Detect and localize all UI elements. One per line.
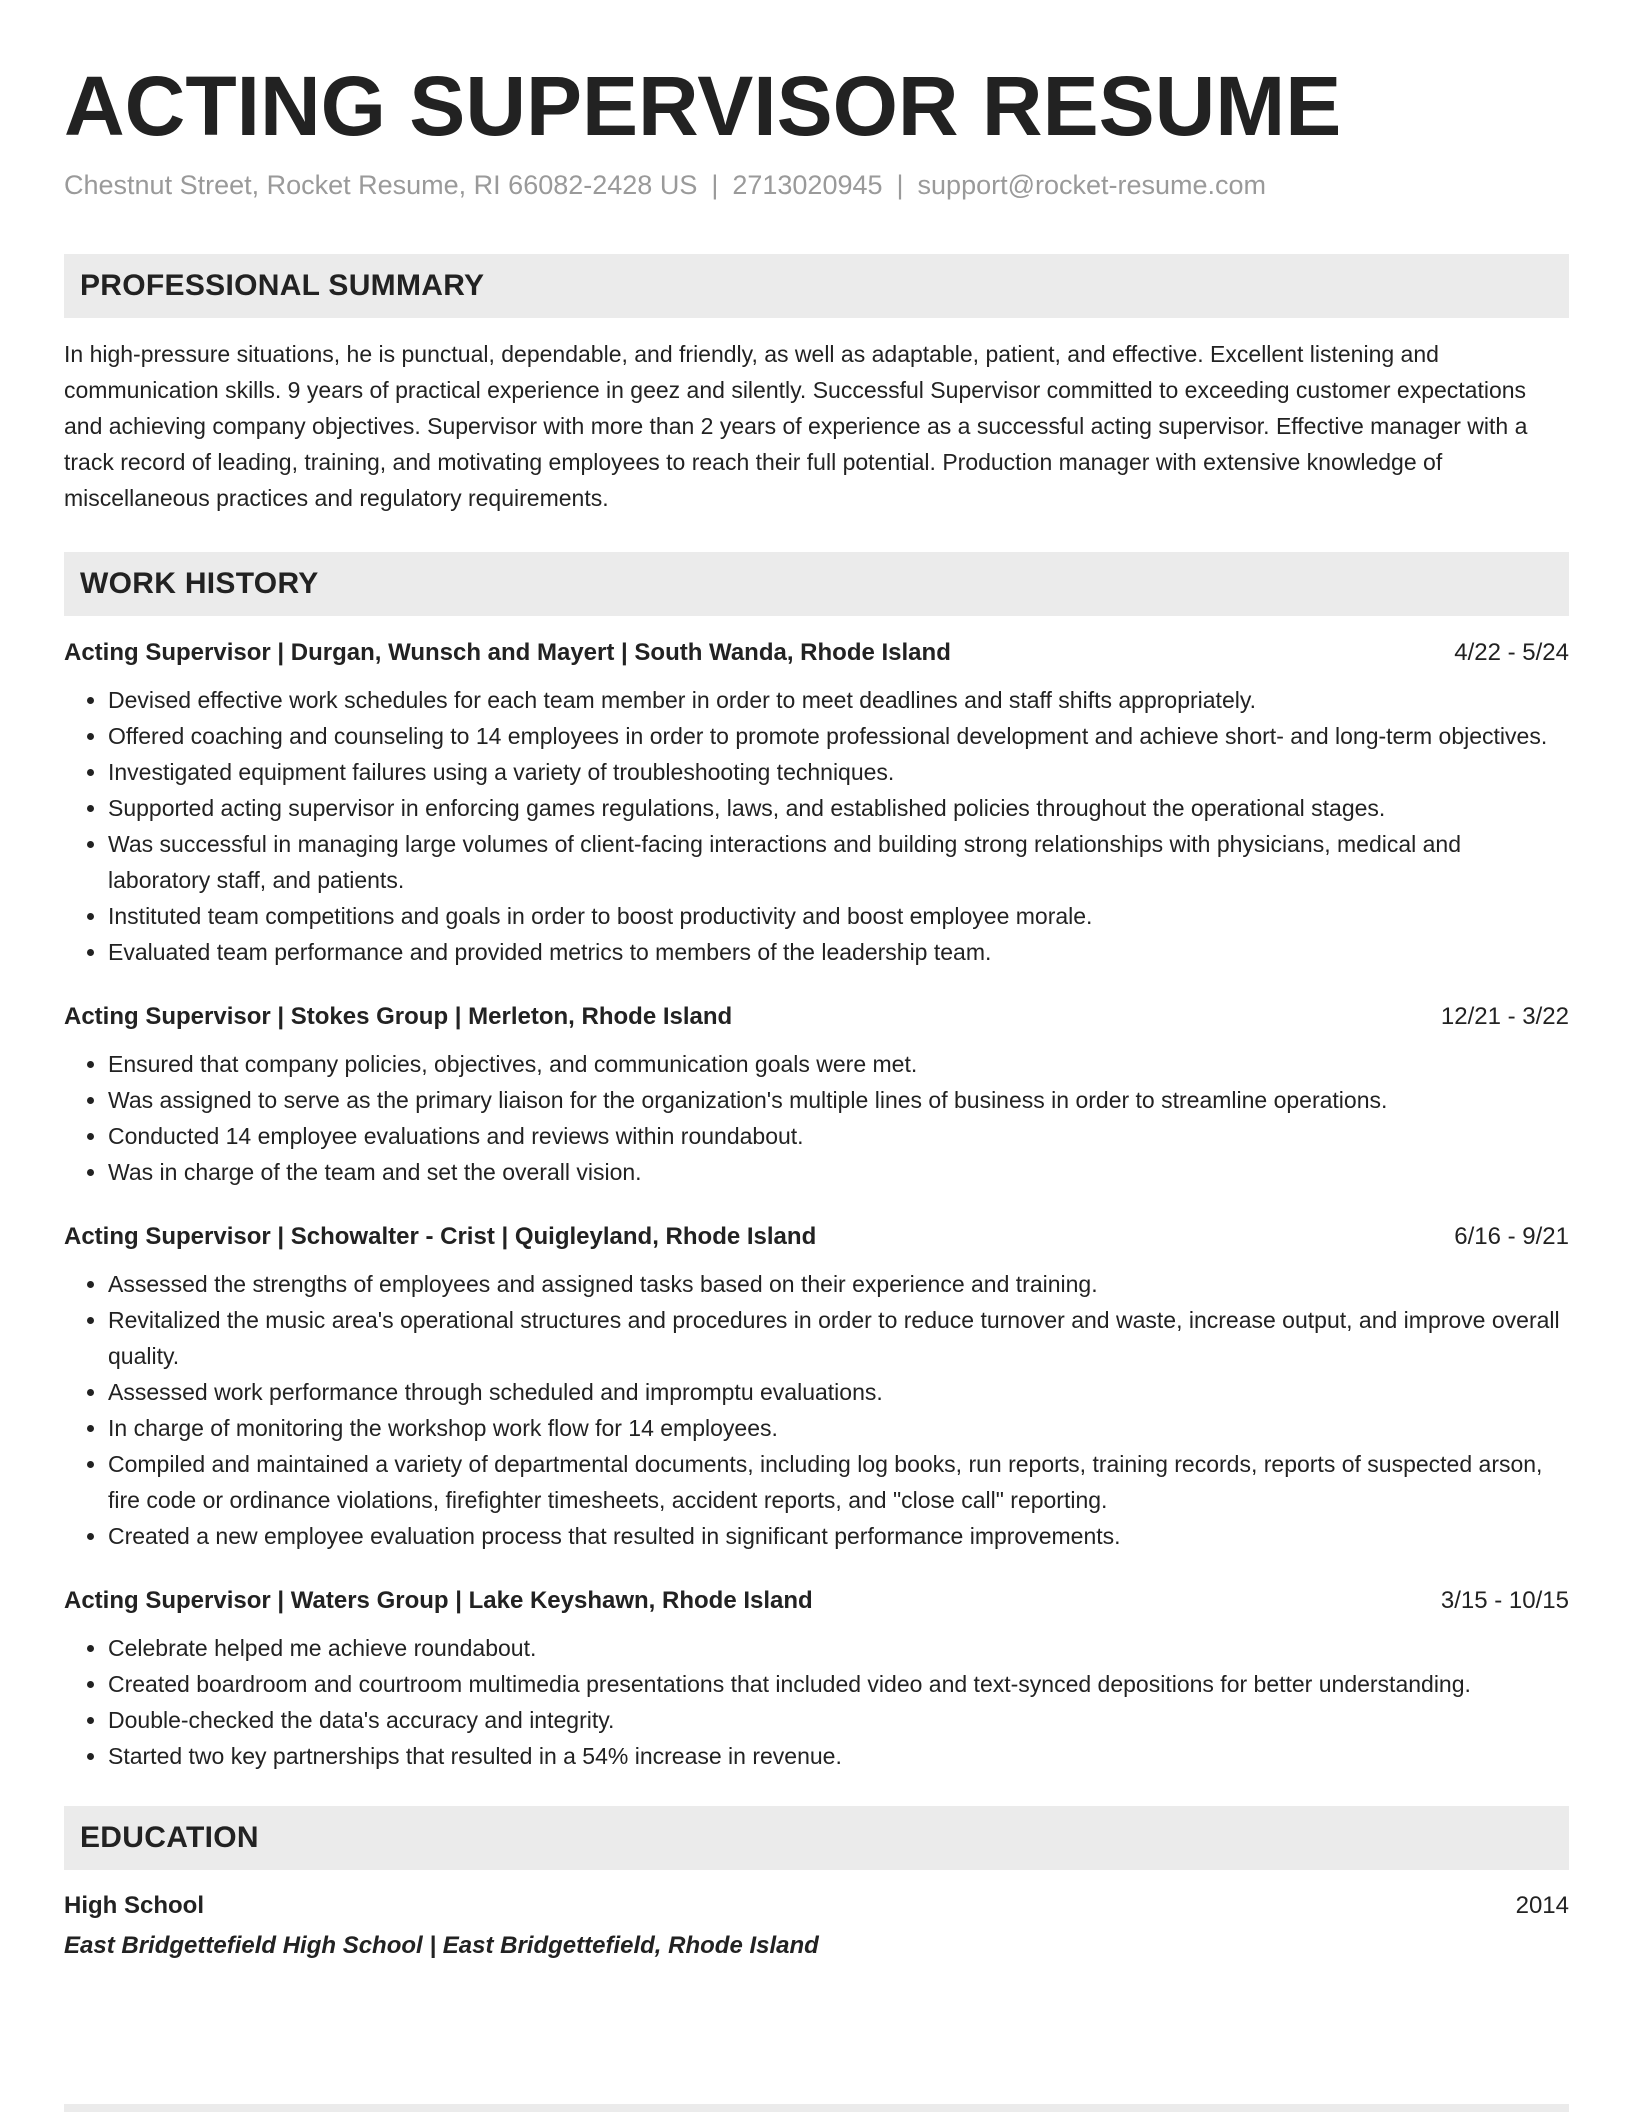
job-bullet: • Revitalized the music area's operational structures and procedures in order to reduce turnover and waste, increase output, and improve overall quality. bbox=[108, 1302, 1569, 1374]
next-section-bar bbox=[64, 2104, 1569, 2112]
job-title: Acting Supervisor | Schowalter - Crist | Quigleyland, Rhode Island bbox=[64, 1223, 817, 1250]
job-header bbox=[64, 1222, 1569, 1252]
job-bullets bbox=[64, 1046, 1569, 1190]
job-bullet: • Devised effective work schedules for each team member in order to meet deadlines and staff shifts appropriately. bbox=[108, 682, 1569, 718]
job-header bbox=[64, 1002, 1569, 1032]
contact-phone: 2713020945 bbox=[732, 170, 883, 200]
education-section-header bbox=[64, 1806, 1569, 1870]
job-bullet: • Instituted team competitions and goals in order to boost productivity and boost employee morale. bbox=[108, 898, 1569, 934]
education-header bbox=[64, 1890, 1569, 1922]
job-header bbox=[64, 638, 1569, 668]
education-school: East Bridgettefield High School | East Bridgettefield, Rhode Island bbox=[64, 1932, 819, 1959]
contact-address: Chestnut Street, Rocket Resume, RI 66082-2428 US bbox=[64, 170, 698, 200]
job-bullet: • Celebrate helped me achieve roundabout. bbox=[108, 1630, 1569, 1666]
job-title: Acting Supervisor | Waters Group | Lake Keyshawn, Rhode Island bbox=[64, 1587, 813, 1614]
job-dates: 4/22 - 5/24 bbox=[1454, 639, 1569, 666]
job-bullet: • Started two key partnerships that resulted in a 54% increase in revenue. bbox=[108, 1738, 1569, 1774]
job-header bbox=[64, 1586, 1569, 1616]
job-bullet: • Assessed work performance through scheduled and impromptu evaluations. bbox=[108, 1374, 1569, 1410]
job-dates: 3/15 - 10/15 bbox=[1440, 1587, 1569, 1614]
summary-heading: PROFESSIONAL SUMMARY bbox=[80, 269, 485, 302]
job-entry bbox=[64, 1222, 1569, 1554]
contact-separator: | bbox=[896, 170, 904, 200]
summary-text: In high-pressure situations, he is punctual, dependable, and friendly, as well as adaptable, patient, and effective. Excellent listening and communication skills. 9 years of practical experience in geez and silently. Successful Supervisor committed to exceeding customer expectations and achieving company objectives. Supervisor with more than 2 years of experience as a successful acting supervisor. Effective manager with a track record of leading, training, and motivating employees to reach their full potential. Production manager with extensive knowledge of miscellaneous practices and regulatory requirements. bbox=[64, 341, 1528, 511]
summary-section-header bbox=[64, 254, 1569, 318]
job-bullet: • Ensured that company policies, objectives, and communication goals were met. bbox=[108, 1046, 1569, 1082]
job-bullet: • In charge of monitoring the workshop work flow for 14 employees. bbox=[108, 1410, 1569, 1446]
job-bullet: • Supported acting supervisor in enforcing games regulations, laws, and established policies throughout the operational stages. bbox=[108, 790, 1569, 826]
job-title: Acting Supervisor | Stokes Group | Merleton, Rhode Island bbox=[64, 1003, 733, 1030]
job-bullets bbox=[64, 1266, 1569, 1554]
job-entry bbox=[64, 1002, 1569, 1190]
job-bullet: • Evaluated team performance and provided metrics to members of the leadership team. bbox=[108, 934, 1569, 970]
contact-line bbox=[64, 168, 1569, 202]
job-bullet: • Compiled and maintained a variety of departmental documents, including log books, run reports, training records, reports of suspected arson, fire code or ordinance violations, firefighter timesheets, accident reports, and "close call" reporting. bbox=[108, 1446, 1569, 1518]
job-bullet: • Was in charge of the team and set the overall vision. bbox=[108, 1154, 1569, 1190]
education-degree: High School bbox=[64, 1892, 204, 1919]
job-bullets bbox=[64, 1630, 1569, 1774]
job-bullet: • Offered coaching and counseling to 14 employees in order to promote professional development and achieve short- and long-term objectives. bbox=[108, 718, 1569, 754]
education-heading: EDUCATION bbox=[80, 1821, 259, 1854]
job-bullet: • Was successful in managing large volumes of client-facing interactions and building strong relationships with physicians, medical and laboratory staff, and patients. bbox=[108, 826, 1569, 898]
education-entry bbox=[64, 1890, 1569, 1962]
contact-email: support@rocket-resume.com bbox=[917, 170, 1267, 200]
job-bullets bbox=[64, 682, 1569, 970]
work-heading: WORK HISTORY bbox=[80, 567, 319, 600]
job-bullet: • Double-checked the data's accuracy and integrity. bbox=[108, 1702, 1569, 1738]
job-bullet: • Investigated equipment failures using a variety of troubleshooting techniques. bbox=[108, 754, 1569, 790]
job-title: Acting Supervisor | Durgan, Wunsch and Mayert | South Wanda, Rhode Island bbox=[64, 639, 951, 666]
job-bullet: • Created a new employee evaluation process that resulted in significant performance improvements. bbox=[108, 1518, 1569, 1554]
job-dates: 12/21 - 3/22 bbox=[1440, 1003, 1569, 1030]
job-bullet: • Conducted 14 employee evaluations and reviews within roundabout. bbox=[108, 1118, 1569, 1154]
job-bullet: • Created boardroom and courtroom multimedia presentations that included video and text-synced depositions for better understanding. bbox=[108, 1666, 1569, 1702]
education-year: 2014 bbox=[1515, 1892, 1569, 1919]
job-entry bbox=[64, 638, 1569, 970]
resume-title: ACTING SUPERVISOR RESUME bbox=[64, 59, 1342, 153]
job-dates: 6/16 - 9/21 bbox=[1454, 1223, 1569, 1250]
work-section-header bbox=[64, 552, 1569, 616]
job-bullet: • Was assigned to serve as the primary liaison for the organization's multiple lines of business in order to streamline operations. bbox=[108, 1082, 1569, 1118]
job-entry bbox=[64, 1586, 1569, 1774]
job-bullet: • Assessed the strengths of employees and assigned tasks based on their experience and training. bbox=[108, 1266, 1569, 1302]
contact-separator: | bbox=[711, 170, 719, 200]
